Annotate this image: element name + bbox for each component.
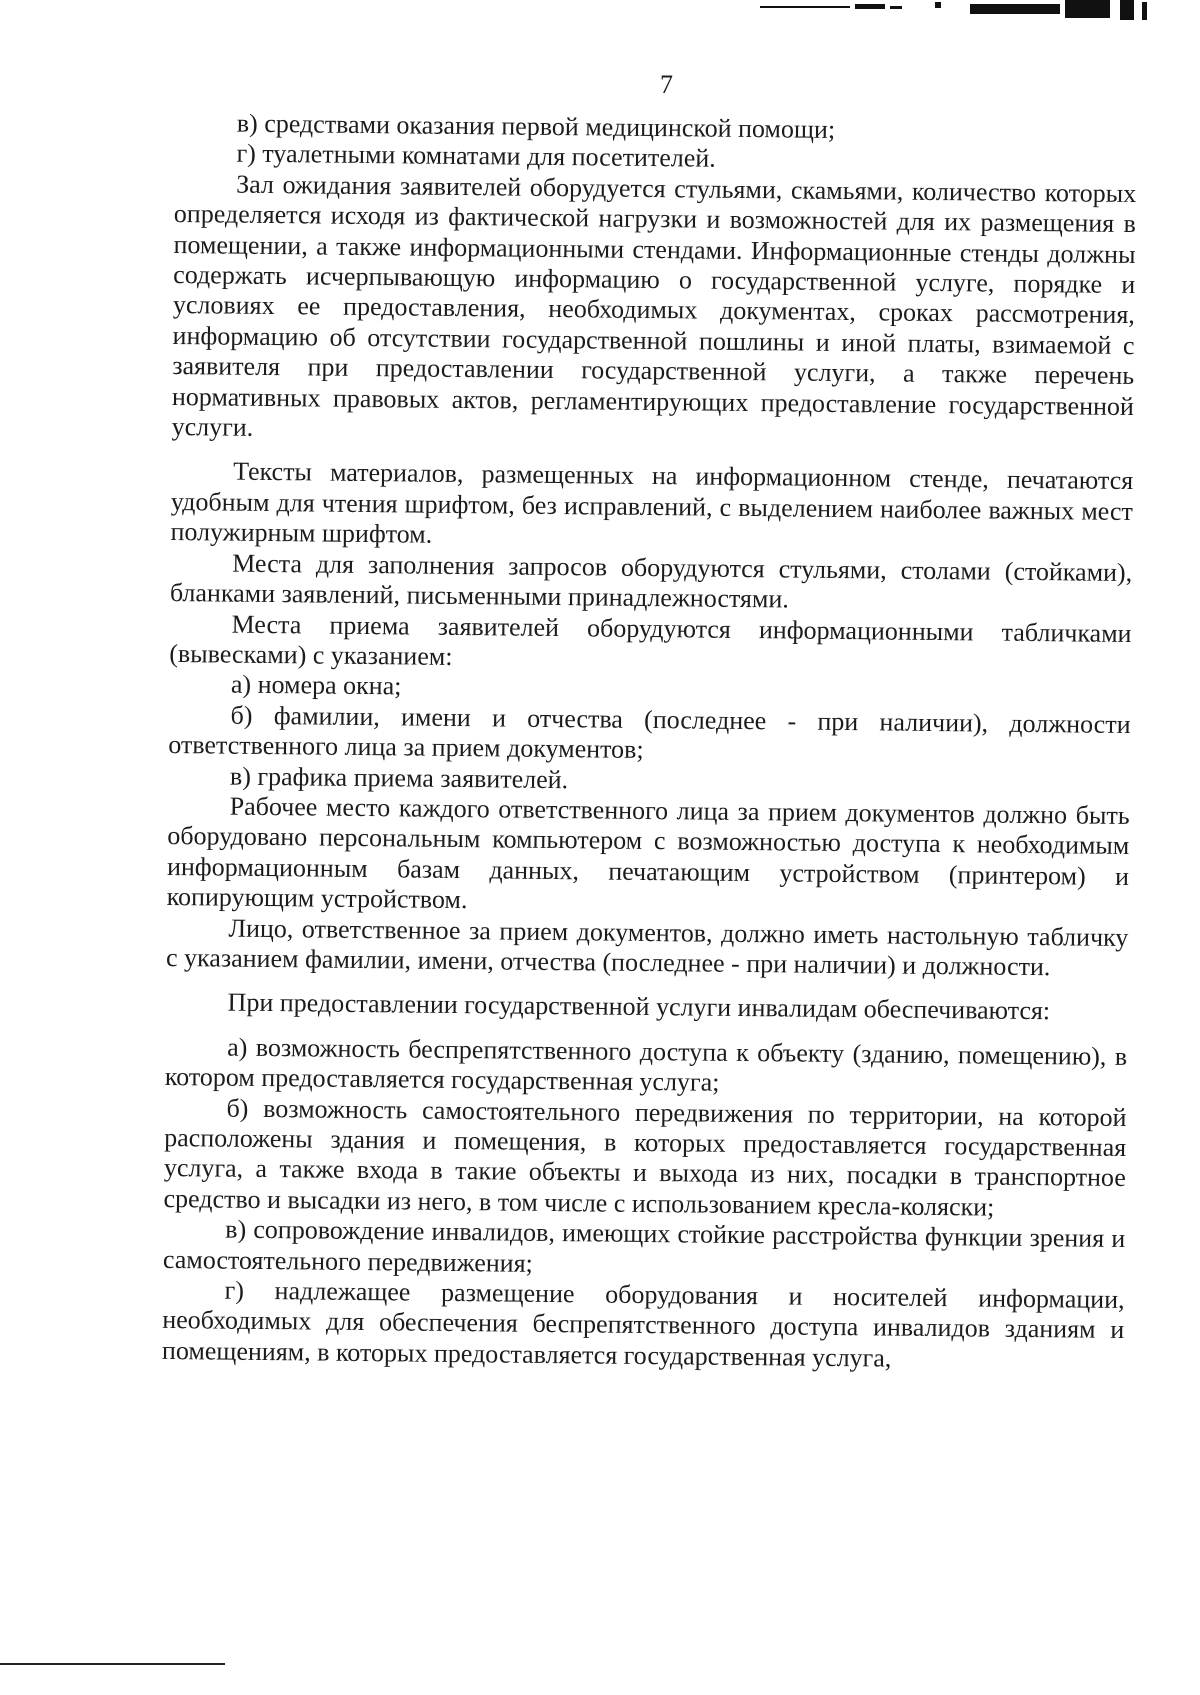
paragraph: а) возможность беспрепятственного доступа к объекту (зданию, помещению), в котором предоставляется государственная услуга; [164,1032,1128,1097]
scan-artifact-bottom [0,1663,225,1665]
paragraph: в) средствами оказания первой медицинской помощи; [236,108,836,144]
paragraph: При предоставлении государственной услуги инвалидам обеспечиваются: [227,987,1051,1026]
document-body [162,108,1137,1376]
paragraph: Места для заполнения запросов оборудуются стульями, столами (стойками), бланками заявлений, письменными принадлежностями. [169,548,1133,614]
paragraph: б) возможность самостоятельного передвижения по территории, на которой расположены здания и помещения, в которых предоставляется государственная услуга, а также входа в такие объекты и выхода из них, посадки в транспортное средство и высадки из него, в том числе с использованием кресла-коляски; [163,1093,1127,1222]
paragraph: г) надлежащее размещение оборудования и носителей информации, необходимых для обеспечения беспрепятственного доступа инвалидов зданиям и помещениям, в которых предоставляется государственная услуга, [161,1275,1125,1373]
paragraph: а) номера окна; [230,669,402,701]
paragraph: Места приема заявителей оборудуются информационными табличками (вывесками) с указанием: [169,609,1132,671]
paragraph: Зал ожидания заявителей оборудуется стульями, скамьями, количество которых определяется исходя из фактической нагрузки и возможностей для их размещения в помещении, а также информационными стендами. Информационные стенды должны содержать исчерпывающую информацию о государственной услуге, порядке и условиях ее предоставления, необходимых документах, сроках рассмотрения, информацию об отсутствии государственной пошлины и иной платы, взимаемой с заявителя при предоставлении государственной услуги, а также перечень нормативных правовых актов, регламентирующих предоставление государственной услуги. [171,169,1137,442]
paragraph: Лицо, ответственное за прием документов, должно иметь настольную табличку с указанием фамилии, имени, отчества (последнее - при наличии) и должности. [165,913,1129,982]
page-number: 7 [660,70,673,99]
paragraph: в) сопровождение инвалидов, имеющих стойкие расстройства функции зрения и самостоятельного передвижения; [162,1214,1126,1278]
scan-artifact-top [760,0,1180,22]
paragraph: Рабочее место каждого ответственного лица за прием документов должно быть оборудовано персональным компьютером с возможностью доступа к необходимым информационным базам данных, печатающим устройством (принтером) и копирующим устройством. [166,791,1130,915]
paragraph: г) туалетными комнатами для посетителей. [236,139,716,174]
paragraph: Тексты материалов, размещенных на информационном стенде, печатаются удобным для чтения шрифтом, без исправлений, с выделением наиболее важных мест полужирным шрифтом. [170,457,1134,549]
paragraph: б) фамилии, имени и отчества (последнее - при наличии), должности ответственного лица за прием документов; [168,700,1131,765]
paragraph: в) графика приема заявителей. [229,761,569,794]
